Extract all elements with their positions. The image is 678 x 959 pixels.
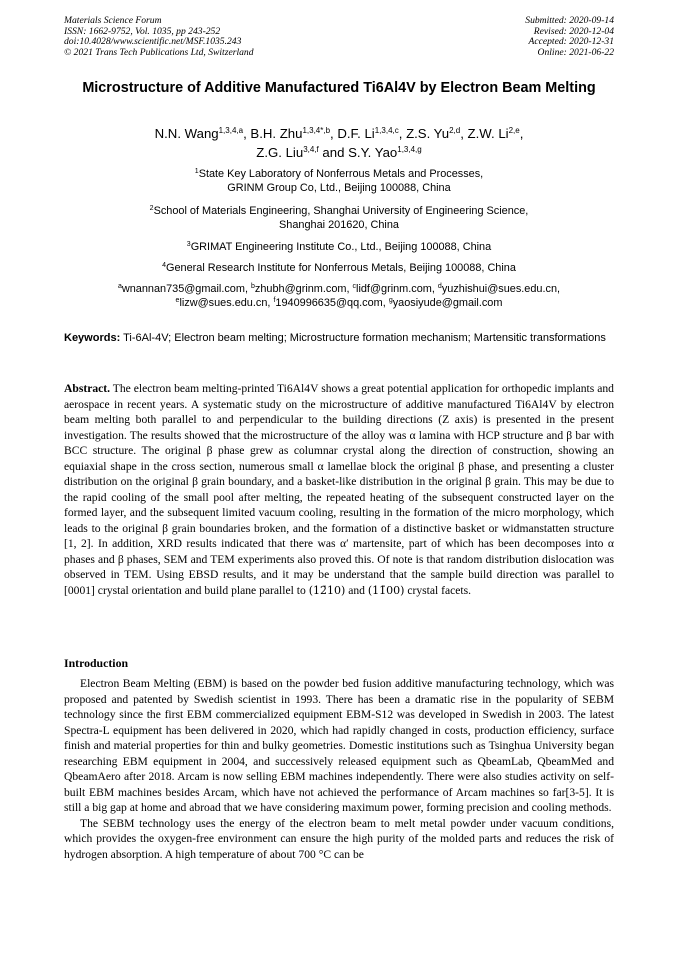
affil-line: GRIMAT Engineering Institute Co., Ltd., Beijing 100088, China [190,241,492,253]
email-link[interactable]: yaosiyude@gmail.com [392,297,503,309]
email-link[interactable]: lizw@sues.edu.cn [179,297,268,309]
author-sep: , [243,126,251,141]
affiliation-2 [64,204,614,232]
author-name: B.H. Zhu [250,126,303,141]
author-name: Z.S. Yu [406,126,450,141]
email-sup: c [352,283,357,290]
paper-title: Microstructure of Additive Manufactured Ti6Al4V by Electron Beam Melting [82,80,596,96]
submitted-date: Submitted: 2020-09-14 [525,15,614,26]
affil-line: GRINM Group Co, Ltd., Beijing 100088, China [227,182,451,194]
affil-line: State Key Laboratory of Nonferrous Metals and Processes, [198,168,484,180]
author-name: Z.G. Liu [256,145,304,160]
keywords-text: Ti-6Al-4V; Electron beam melting; Microstructure formation mechanism; Martensitic transformations [123,332,606,344]
author-affil-sup: 1,3,4,c [374,126,399,135]
email-sup: f [273,297,276,304]
author-affil-sup: 2,e [508,126,520,135]
author-sep: and [318,145,349,160]
author-name: S.Y. Yao [348,145,398,160]
email-link[interactable]: 1940996635@qq.com [275,297,383,309]
affil-sup: 2 [149,205,154,212]
affil-sup: 3 [186,241,191,248]
email-link[interactable]: zhubh@grinm.com [254,283,347,295]
author-affil-sup: 1,3,4,a [218,126,244,135]
abstract-text: The electron beam melting-printed Ti6Al4V shows a great potential application for orthopedic implants and aerospace in recent years. A systematic study on the microstructure of additive manufactured Ti6Al4V by electron beam melting both parallel to and perpendicular to the building directions (Z axis) is presented in the present investigation. The results showed that the microstructure of the alloy was α lamina with HCP structure and β bar with BCC structure. The original β phase grew as columnar crystal along the direction of construction, showing an equiaxial shape in the cross section, numerous small α lamellae block the original β phase, and presenting a cluster distribution on the original β grain boundary, and a basket-like distribution in the original β grain. This may be due to the rapid cooling of the small pool after melting, the repeated heating of the subsequent constructed layer on the formed layer, and the subsequent limited vacuum cooling, resulting in the formation of the micro morphology, which leads to the original β grain boundaries broken, and the formation of a distinctive basket or widmanstatten structure [1, 2]. In addition, XRD results indicated that there was α′ martensite, part of which has been decomposes into α phases and β phases, SEM and TEM experiments also proved this. Of note is that random distribution dislocation was observed in TEM. Using EBSD results, and it may be understand that the sample build direction was parallel to [0001] crystal orientation and build plane parallel to [64,382,614,597]
keywords-label: Keywords: [64,332,121,344]
online-date: Online: 2021-06-22 [537,46,614,58]
abstract-and: and [348,583,365,597]
affil-sup: 4 [162,262,166,269]
author-name: D.F. Li [337,126,375,141]
doi-line[interactable]: doi:10.4028/www.scientific.net/MSF.1035.243 [64,36,242,48]
author-affil-sup: 1,3,4,g [397,145,422,154]
email-sup: b [251,283,255,290]
affil-line: General Research Institute for Nonferrous Metals, Beijing 100088, China [166,262,516,274]
copyright-line: © 2021 Trans Tech Publications Ltd, Switzerland [64,46,254,58]
email-sup: a [117,283,122,290]
miller-facet-1: (12̄10) [308,583,346,597]
email-link[interactable]: yuzhishui@sues.edu.cn [441,283,557,295]
journal-name: Materials Science Forum [64,15,162,26]
abstract-tail: crystal facets. [407,583,472,597]
author-name: N.N. Wang [154,126,219,141]
email-sup: d [437,283,442,290]
email-sup: g [388,297,393,304]
miller-facet-2: (11̄00) [367,583,405,597]
author-sep: , [330,126,338,141]
author-sep: , [519,126,524,141]
introduction-body [64,676,614,862]
keywords [64,331,614,345]
paragraph: The SEBM technology uses the energy of the electron beam to melt metal powder under vacuum conditions, which provides the oxygen-free environment can ensure the high purity of the molded parts and reduces the risk of hydrogen absorption. A high temperature of about 700 °C can be [64,816,614,861]
email-link[interactable]: lidf@grinm.com [356,283,432,295]
affiliation-1 [64,167,614,195]
email-link[interactable]: wnannan735@gmail.com [121,283,245,295]
author-name: Z.W. Li [467,126,509,141]
author-list [64,124,614,162]
abstract-label: Abstract. [64,382,111,395]
author-sep: , [460,126,468,141]
introduction-heading: Introduction [64,656,129,670]
author-affil-sup: 3,4,f [303,145,319,154]
affiliation-4 [64,261,614,275]
affil-line: Shanghai 201620, China [279,219,399,231]
email-sup: e [175,297,180,304]
revised-date: Revised: 2020-12-04 [533,25,614,37]
affil-line: School of Materials Engineering, Shanghai University of Engineering Science, [153,205,529,217]
affiliation-3 [64,240,614,254]
issn-line: ISSN: 1662-9752, Vol. 1035, pp 243-252 [64,25,221,37]
dates-info [525,16,614,58]
author-affil-sup: 1,3,4*,b [302,126,331,135]
paragraph: Electron Beam Melting (EBM) is based on the powder bed fusion additive manufacturing technology, which was proposed and patented by Swedish scientist in 1993. There has been a dramatic rise in the popularity of SEBM technology since the first EBM commercialized equipment EBM-S12 was developed in Swedish in 2003. The latest Spectra-L equipment has been delivered in 2020, which had rapidly changed in costs, production efficiency, surface finish and material properties for thin and bulky geometries. Domestic institutions such as Tsinghua University began researching EBM equipment in 2004, and successively released equipment such as QbeamLab, QbeamMed and QbeamAero after 2018. Arcam is now selling EBM machines independently. There were also studies activity on self-built EBM machines besides Arcam, which have not achieved the performance of Arcam machines so far[3-5]. It is still a big gap at home and abroad that we have considering maximum power, forming precision and cooling methods. [64,677,614,814]
abstract [64,381,614,598]
author-sep: , [398,126,407,141]
author-affil-sup: 2,d [449,126,461,135]
email-list: $^a$wnannan735@gmail.com, $^b$zhubh@grinm.com, $^c$lidf@grinm.com, $^d$yuzhishui@sues.edu.cn, $^e$lizw@sues.edu.cn, $^f$1940996635@qq.com, $^g$yaosiyude@gmail.com [117,283,561,309]
affil-sup: 1 [194,168,199,175]
journal-info [64,16,254,58]
accepted-date: Accepted: 2020-12-31 [528,36,614,48]
